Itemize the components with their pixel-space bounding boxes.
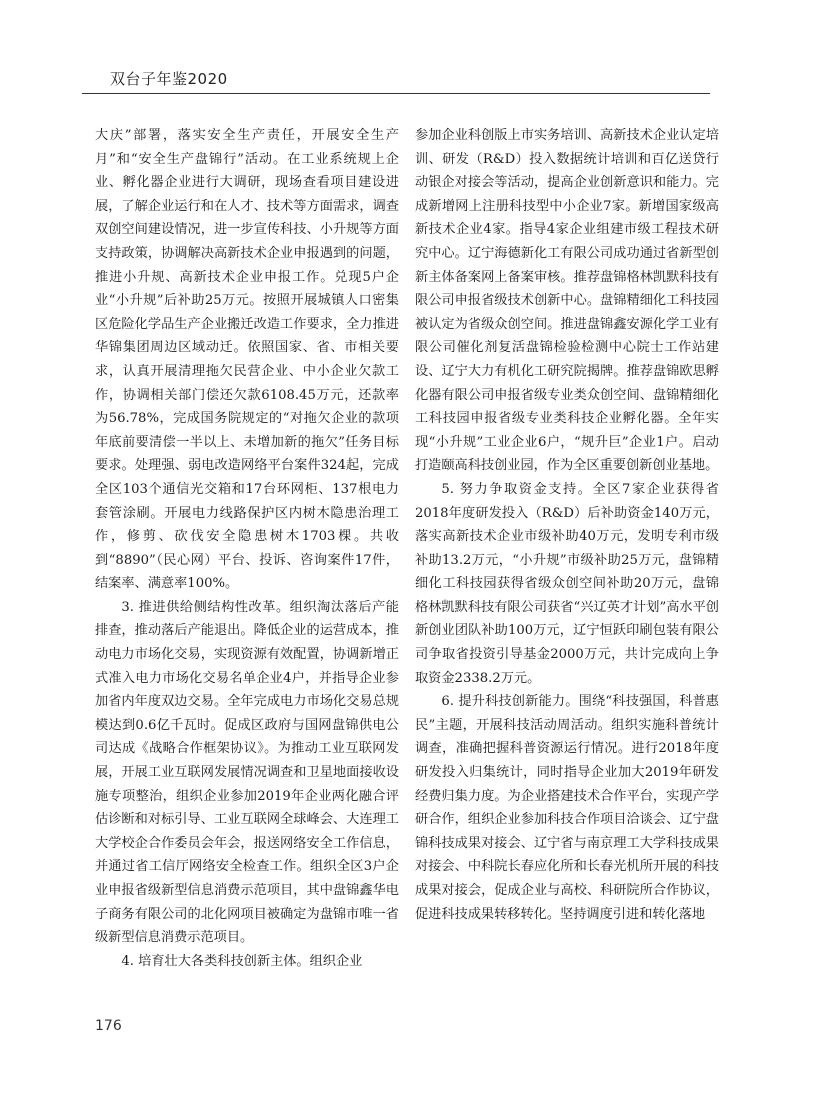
page-number: 176 bbox=[95, 1018, 122, 1034]
paragraph: 5. 努力争取资金支持。全区7家企业获得省2018年度研发投入（R&D）后补助资金140万元，落实高新技术企业市级补助40万元，发明专利市级补助13.2万元，“小升规”市级补助25万元，盘锦精细化工科技园获得省级众创空间补助20万元，盘锦格林凯默科技有限公司获省“兴辽英才计划”高水平创新创业团队补助100万元，辽宁恒跃印刷包装有限公司争取省投资引导基金2000万元，共计完成向上争取资金2338.2万元。 bbox=[415, 481, 719, 686]
paragraph: 大庆”部署，落实安全生产责任，开展安全生产月”和“安全生产盘锦行”活动。在工业系统规上企业、孵化器企业进行大调研，现场查看项目建设进展，了解企业运行和在人才、技术等方面需求，调查双创空间建设情况，进一步宣传科技、小升规等方面支持政策，协调解决高新技术企业申报遇到的问题，推进小升规、高新技术企业申报工作。兑现5户企业“小升规”后补助25万元。按照开展城镇人口密集区危险化学品生产企业搬迁改造工作要求，全力推进华锦集团周边区域动迁。依照国家、省、市相关要求，认真开展清理拖欠民营企业、中小企业欠款工作，协调相关部门偿还欠款6108.45万元，还款率为56.78%，完成国务院规定的“对拖欠企业的款项年底前要清偿一半以上、未增加新的拖欠”任务目标要求。处理强、弱电改造网络平台案件324起，完成全区103个通信光交箱和17台环网柜、137根电力套管涂刷。开展电力线路保护区内树木隐患治理工作，修剪、砍伐安全隐患树木1703棵。共收到“8890”（民心网）平台、投诉、咨询案件17件，结案率、满意率100%。 bbox=[95, 128, 399, 592]
running-header-title: 双台子年鉴2020 bbox=[110, 70, 228, 88]
paragraph: 6. 提升科技创新能力。围绕“科技强国，科普惠民”主题，开展科技活动周活动。组织实施科普统计调查，准确把握科普资源运行情况。进行2018年度研发投入归集统计，同时指导企业加大2019年研发经费归集力度。为企业搭建技术合作平台，实现产学研合作，组织企业参加科技合作项目洽谈会、辽宁盘锦科技成果对接会、辽宁省与南京理工大学科技成果对接会、中科院长春应化所和长春光机所开展的科技成果对接会，促成企业与高校、科研院所合作协议，促进科技成果转移转化。坚持调度引进和转化落地 bbox=[415, 694, 719, 922]
paragraph: 4. 培育壮大各类科技创新主体。组织企业 bbox=[121, 953, 363, 969]
header-rule bbox=[82, 93, 710, 94]
paragraph: 3. 推进供给侧结构性改革。组织淘汰落后产能排查，推动落后产能退出。降低企业的运营成本，推动电力市场化交易，实现资源有效配置，协调新增正式准入电力市场化交易名单企业4户，并指导企业参加省内年度双边交易。全年完成电力市场化交易总规模达到0.6亿千瓦时。促成区政府与国网盘锦供电公司达成《战略合作框架协议》。为推动工业互联网发展，开展工业互联网发展情况调查和卫星地面接收设施专项整治，组织企业参加2019年企业两化融合评估诊断和对标引导、工业互联网全球峰会、大连理工大学校企合作委员会年会，报送网络安全工作信息，并通过省工信厅网络安全检查工作。组织全区3户企业申报省级新型信息消费示范项目，其中盘锦鑫华电子商务有限公司的北化网项目被确定为盘锦市唯一省级新型信息消费示范项目。 bbox=[95, 599, 399, 946]
right-text-column bbox=[415, 124, 719, 926]
left-text-column bbox=[95, 124, 399, 973]
paragraph: 参加企业科创版上市实务培训、高新技术企业认定培训、研发（R&D）投入数据统计培训和百亿送贷行动银企对接会等活动，提高企业创新意识和能力。完成新增网上注册科技型中小企业7家。新增国家级高新技术企业4家。指导4家企业组建市级工程技术研究中心。辽宁海德新化工有限公司成功通过省新型创新主体备案网上备案审核。推荐盘锦格林凯默科技有限公司申报省级技术创新中心。盘锦精细化工科技园被认定为省级众创空间。推进盘锦鑫安源化学工业有限公司催化剂复活盘锦检验检测中心院士工作站建设、辽宁大力有机化工研究院揭牌。推荐盘锦欧思孵化器有限公司申报省级专业类众创空间、盘锦精细化工科技园申报省级专业类科技企业孵化器。全年实现“小升规”工业企业6户，“规升巨”企业1户。启动打造颐高科技创业园，作为全区重要创新创业基地。 bbox=[415, 128, 719, 474]
